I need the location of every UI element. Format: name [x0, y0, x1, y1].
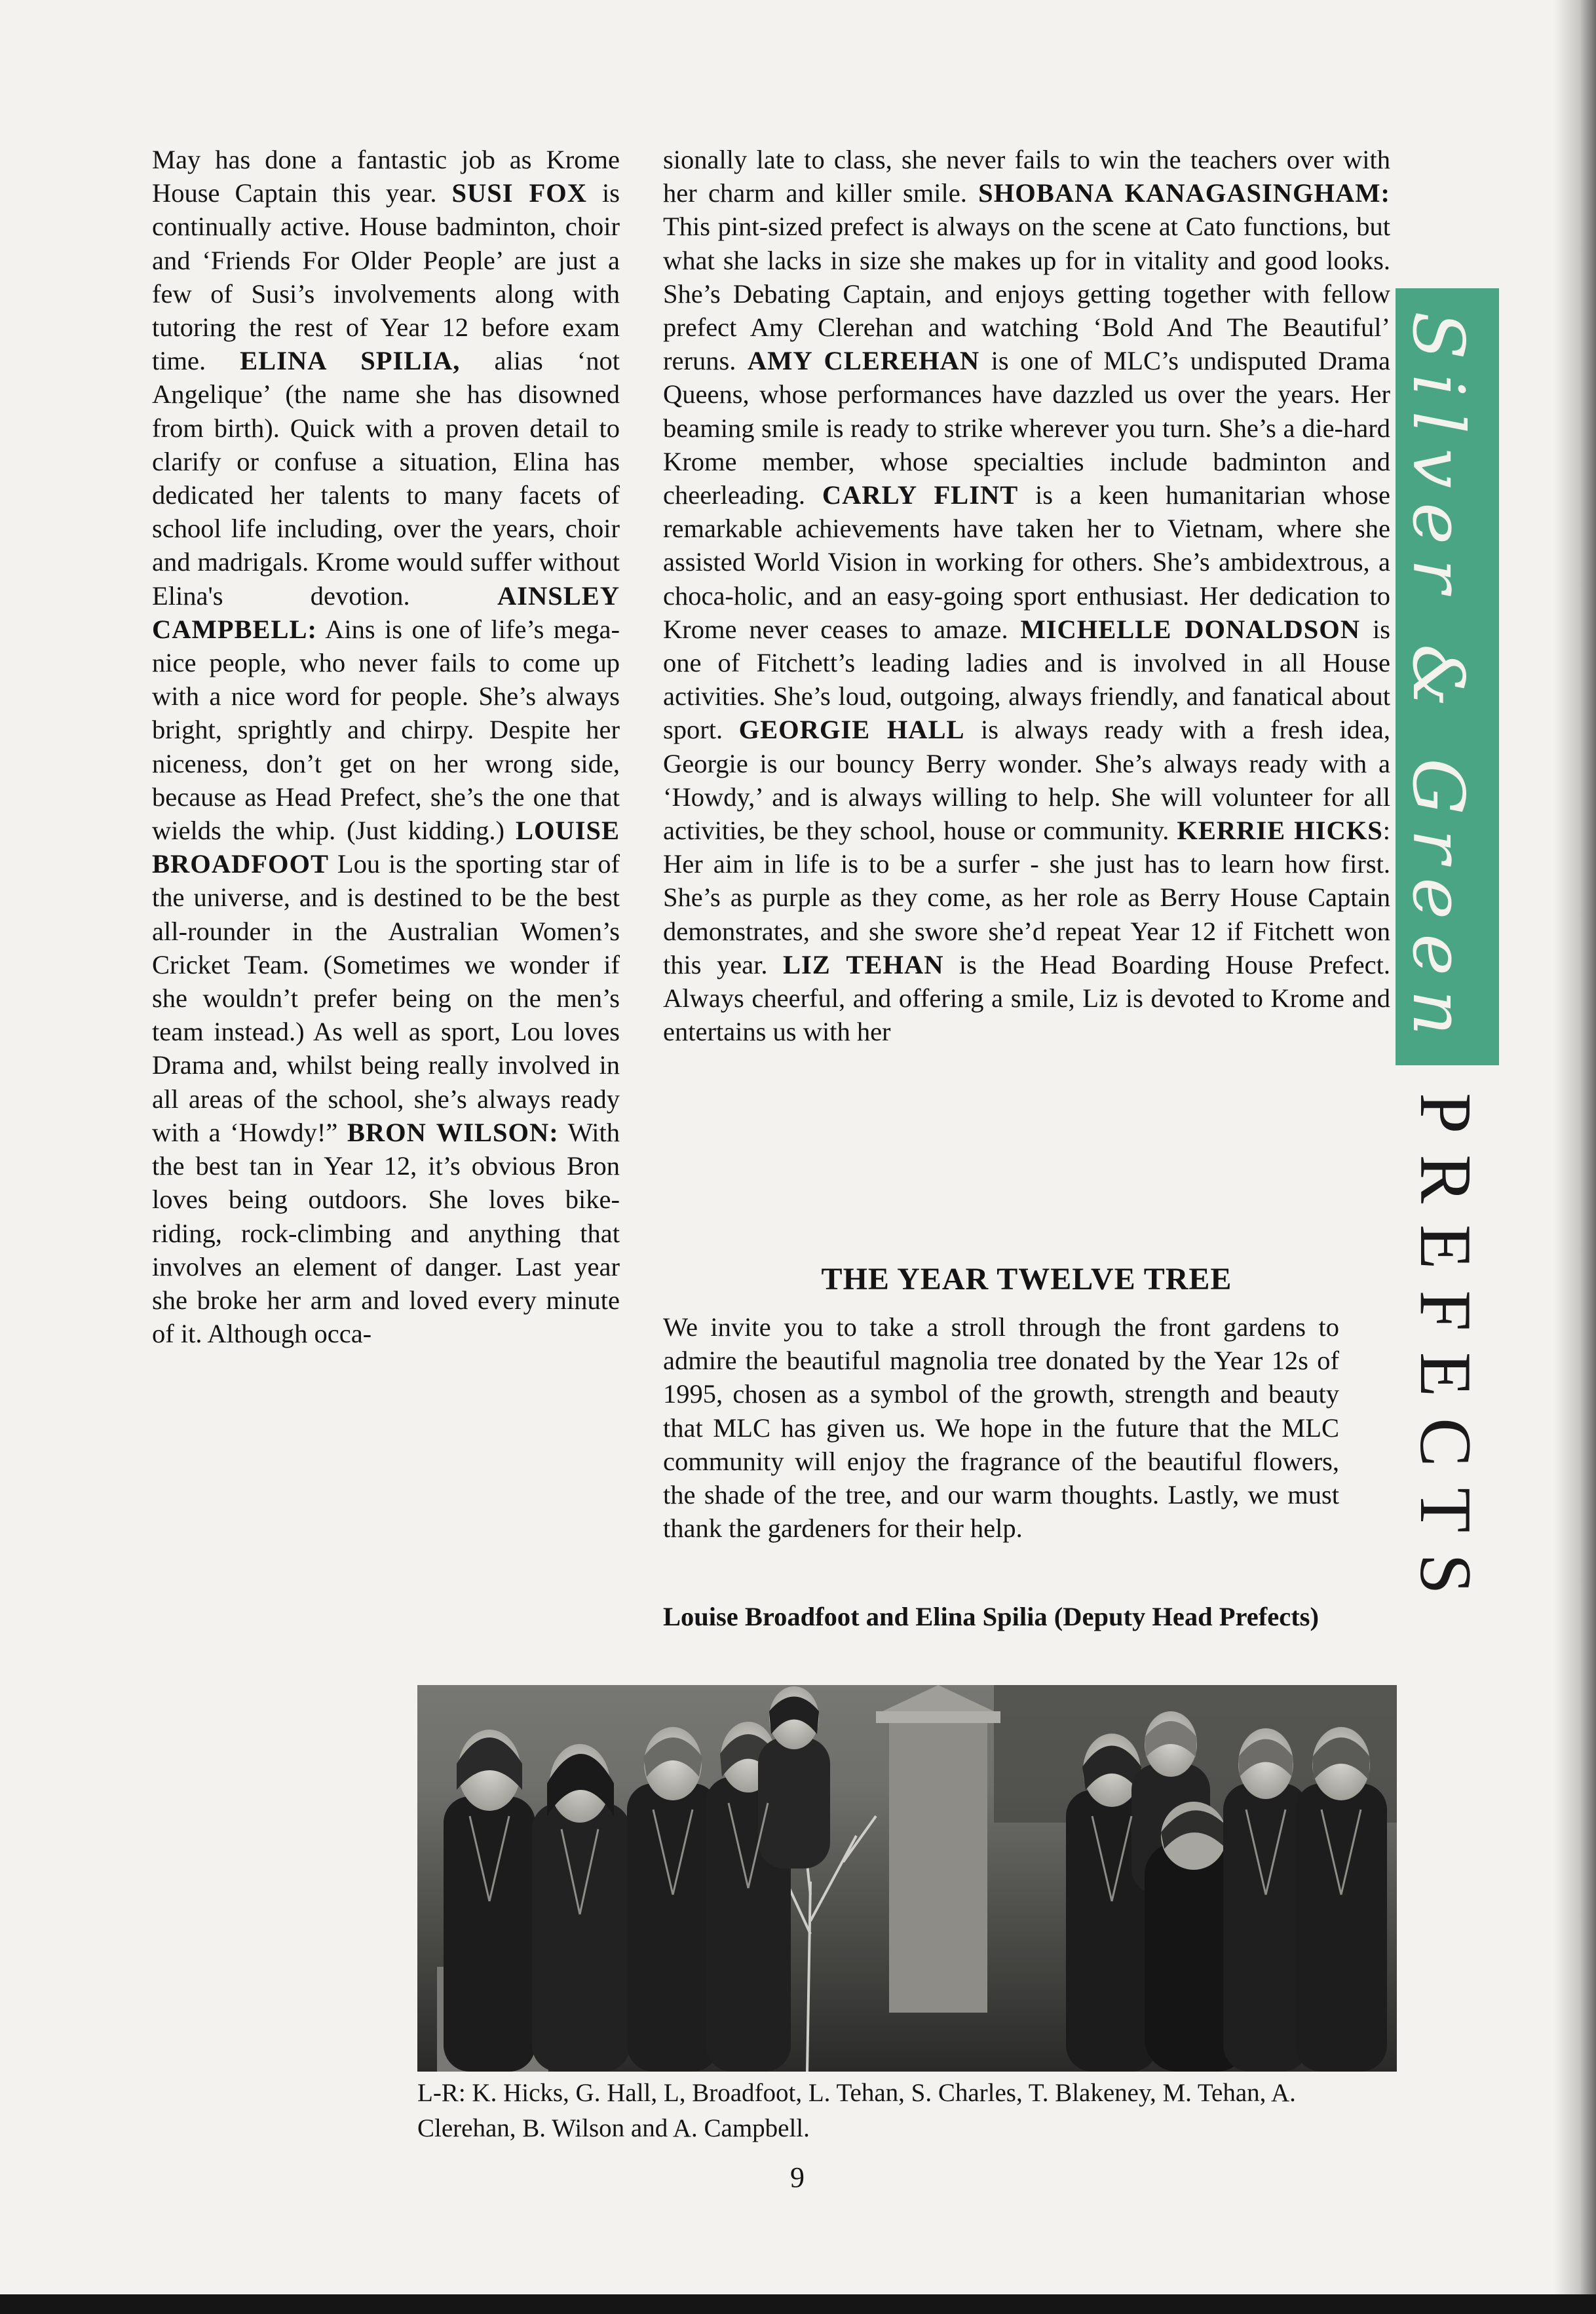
body-text: With the best tan in Year 12, it’s obvious Bron loves being outdoors. She loves bike-riding, rock-climbing and anything that involves an element of danger. Last year she broke her arm and loved every minute of it. Although occa-: [152, 1117, 620, 1349]
photo-caption: L-R: K. Hicks, G. Hall, L, Broadfoot, L. Tehan, S. Charles, T. Blakeney, M. Tehan, A. Clerehan, B. Wilson and A. Campbell.: [417, 2079, 1296, 2142]
body-text: : Her aim in life is to be a surfer - she just has to learn how first. She’s as purple as they come, as her role as Berry House Captain demonstrates, and she swore she’d repeat Year 12 if Fitchett won this year.: [663, 816, 1390, 979]
body-text: alias ‘not Angelique’ (the name she has disowned from birth). Quick with a proven detail to clarify or confuse a situation, Elina has dedicated her talents to many facets of school life including, over the years, choir and madrigals. Krome would suffer without Elina's devotion.: [152, 346, 620, 611]
banner-label: Silver & Green: [1397, 311, 1479, 1050]
prefect-name: BRON WILSON:: [347, 1117, 559, 1147]
body-text: is one of MLC’s undisputed Drama Queens, whose performances have dazzled us over the years. Her beaming smile is ready to strike wherever you turn. She’s a die-hard Krome member, whose specialties include badminton and cheerleading.: [663, 346, 1390, 510]
body-text: sionally late to class, she never fails to win the teachers over with her charm and killer smile.: [663, 145, 1390, 208]
body-text: May has done a fantastic job as Krome House Captain this year.: [152, 145, 620, 208]
left-column-text: [152, 143, 620, 1350]
group-photo: [417, 1685, 1397, 2072]
right-column-text: [663, 143, 1390, 1048]
body-text: Ains is one of life’s mega-nice people, who never fails to come up with a nice word for people. She’s always bright, sprightly and chirpy. Despite her niceness, don’t get on her wrong side, because as Head Prefect, she’s the one that wields the whip. (Just kidding.): [152, 614, 620, 846]
prefect-name: MICHELLE DONALDSON: [1020, 614, 1361, 644]
photo-illustration: [417, 1685, 1397, 2072]
prefect-name: ELINA SPILIA,: [240, 346, 461, 376]
prefect-name: AINSLEY CAMPBELL:: [152, 580, 620, 644]
prefect-name: AMY CLEREHAN: [747, 346, 980, 376]
tree-paragraph: [663, 1310, 1339, 1545]
body-text: is a keen humanitarian whose remarkable achievements have taken her to Vietnam, where she assisted World Vision in working for others. She’s ambidextrous, a choca-holic, and an easy-going sport enthusiast. Her dedication to Krome never ceases to amaze.: [663, 480, 1390, 644]
tree-body-text: We invite you to take a stroll through the front gardens to admire the beautiful magnolia tree donated by the Year 12s of 1995, chosen as a symbol of the growth, strength and beauty that MLC has given us. We hope in the future that the MLC community will enjoy the fragrance of the beautiful flowers, the shade of the tree, and our warm thoughts. Lastly, we must thank the gardeners for their help.: [663, 1312, 1339, 1544]
body-text: Lou is the sporting star of the universe, and is destined to be the best all-rounder in the Australian Women’s Cricket Team. (Sometimes we wonder if she wouldn’t prefer being on the men’s team instead.) As well as sport, Lou loves Drama and, whilst being really involved in all areas of the school, she’s always ready with a ‘Howdy!”: [152, 849, 620, 1147]
prefect-name: LIZ TEHAN: [782, 949, 944, 979]
body-text: is one of Fitchett’s leading ladies and is involved in all House activities. She’s loud, outgoing, always friendly, and fanatical about sport.: [663, 614, 1391, 745]
page-number: 9: [790, 2161, 805, 2193]
tree-heading: THE YEAR TWELVE TREE: [821, 1262, 1232, 1297]
section-title: PREFECTS: [1405, 1093, 1486, 1616]
body-text: is continually active. House badminton, choir and ‘Friends For Older People’ are just a few of Susi’s involvements along with tutoring the rest of Year 12 before exam time.: [152, 178, 620, 376]
prefect-name: LOUISE BROADFOOT: [152, 816, 620, 879]
body-text: is always ready with a fresh idea, Georgie is our bouncy Berry wonder. She’s always ready with a ‘Howdy,’ and is always willing to help. She will volunteer for all activities, be they school, house or community.: [663, 715, 1391, 846]
prefect-name: KERRIE HICKS: [1177, 816, 1383, 846]
prefect-name: SHOBANA KANAGASINGHAM:: [978, 178, 1391, 208]
prefect-name: GEORGIE HALL: [738, 715, 965, 745]
article-right-column: [663, 143, 1390, 1048]
tree-credit: Louise Broadfoot and Elina Spilia (Deputy Head Prefects): [663, 1602, 1319, 1631]
article-left-column: [152, 143, 620, 1350]
prefect-name: CARLY FLINT: [822, 480, 1019, 510]
body-text: is the Head Boarding House Prefect. Always cheerful, and offering a smile, Liz is devoted to Krome and entertains us with her: [663, 949, 1390, 1047]
scan-edge-shadow: [1554, 0, 1596, 2314]
body-text: This pint-sized prefect is always on the scene at Cato functions, but what she lacks in size she makes up for in vitality and good looks. She’s Debating Captain, and enjoys getting together with fellow prefect Amy Clerehan and watching ‘Bold And The Beautiful’ reruns.: [663, 212, 1390, 376]
prefect-name: SUSI FOX: [451, 178, 587, 208]
scan-bottom-band: [0, 2294, 1596, 2314]
